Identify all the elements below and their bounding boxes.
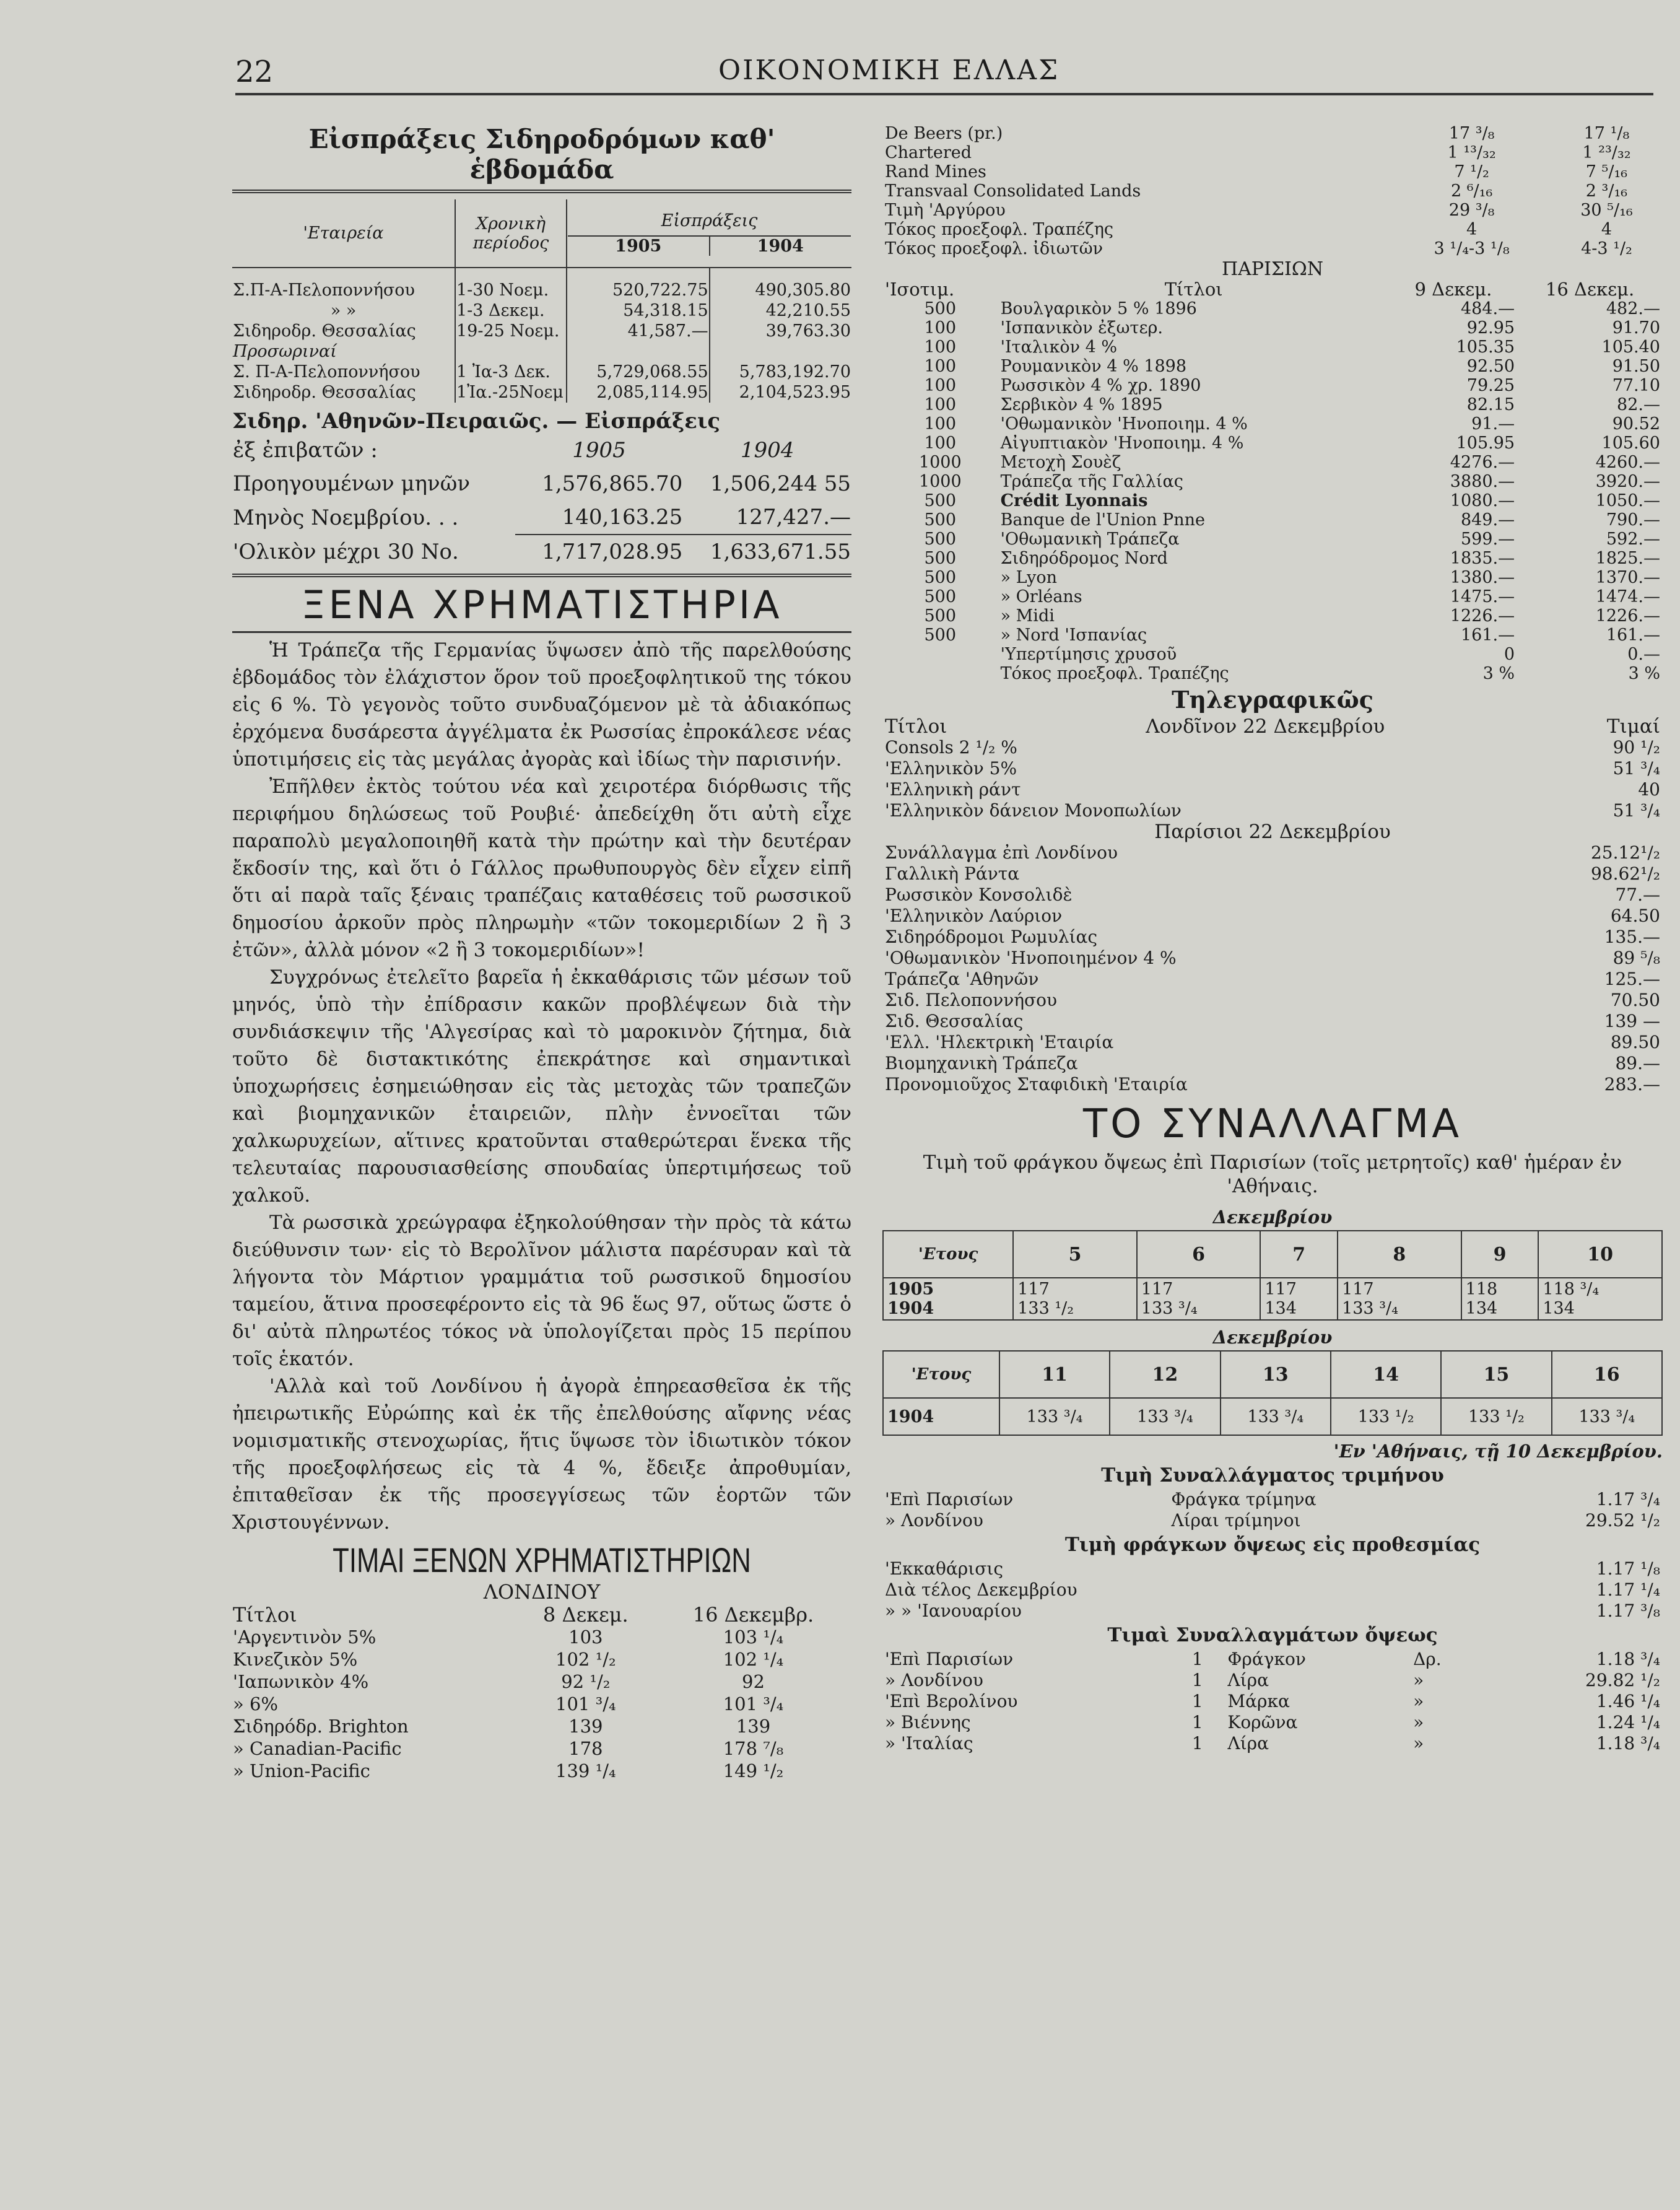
table-row: » Βιέννης 1 Κορῶνα » 1.24 ¹/₄ [885, 1712, 1660, 1732]
table-row: 500 Crédit Lyonnais 1080.— 1050.— [924, 491, 1660, 510]
table-row: Rand Mines 7 ¹/₂ 7 ⁵/₁₆ [885, 162, 1628, 181]
table-row: Σιδηρόδρ. Brighton 139 139 [233, 1716, 771, 1737]
three-month-table [882, 1489, 1663, 1531]
table-row: Σ.Π-Α-Πελοποννήσου 1-30 Νοεμ. 520,722.75 490,305.80 [233, 281, 851, 300]
exchange-table-2: 'Ετους 11 12 13 14 15 16 1904 133 ³/₄ 133 ³/₄ 133 ³/₄ 133 ¹/₂ 133 ¹/₂ 133 ³/₄ [882, 1350, 1663, 1436]
table-row: 'Ολικὸν μέχρι 30 Νο. 1,717,028.95 1,633,671.55 [233, 539, 851, 564]
table-row: 500 » Orléans 1475.— 1474.— [924, 587, 1660, 606]
term-table [882, 1558, 1663, 1622]
foreign-prices-title: ΤΙΜΑΙ ΞΕΝΩΝ ΧΡΗΜΑΤΙΣΤΗΡΙΩΝ [333, 1540, 751, 1579]
table-row: » Canadian-Pacific 178 178 ⁷/₈ [233, 1738, 784, 1759]
left-column [232, 124, 851, 1782]
table-row: 100 Σερβικὸν 4 % 1895 82.15 82.— [924, 395, 1660, 414]
table-row: Σιδηρόδρομοι Ρωμυλίας 135.— [885, 927, 1660, 947]
table-row: Κινεζικὸν 5% 102 ¹/₂ 102 ¹/₄ [233, 1649, 784, 1670]
table-row: De Beers (pr.) 17 ³/₈ 17 ¹/₈ [885, 124, 1630, 143]
rail-receipts-table [232, 199, 851, 403]
article-paragraph: Ἐπῆλθεν ἐκτὸς τούτου νέα καὶ χειροτέρα διόρθωσις τῆς περιφήμου δηλώσεως τοῦ Ρουβιέ· ἀπεδείχθη ὅτι αὐτὴ εἶχε παραπολὺ μεγαλοποιηθῆ κατὰ τὴν πρώτην καὶ τὴν δευτέραν ἔκδοσίν της, καὶ ὅτι ὁ Γάλλος πρωθυπουργὸς δὲν εἶχεν εἰπῆ ὅτι αἱ παρὰ ταῖς ξέναις τραπέζαις καταθέσεις τοῦ ρωσσικοῦ δημοσίου ἀρκοῦν πρὸς πληρωμὴν «τῶν τοκομεριδίων 2 ἢ 3 ἐτῶν», ἀλλὰ μόνον «2 ἢ 3 τοκομεριδίων»! [232, 775, 851, 961]
table-row: 500 » Midi 1226.— 1226.— [924, 606, 1660, 626]
article-paragraph: 'Αλλὰ καὶ τοῦ Λονδίνου ἡ ἀγορὰ ἐπηρεασθεῖσα ἐκ τῆς ἠπειρωτικῆς Εὐρώπης καὶ ἐκ τῆς ἐπελθούσης αἴφνης νέας νομισματικῆς στενοχωρίας, ἥτις ὕψωσε τὸν ἰδιωτικὸν τόκον τῆς προεξοφλήσεως εἰς τὰ 4 %, ἔδειξε ἀπροθυμίαν, ἐπιταθεῖσαν ἐκ τῆς προσεγγίσεως τῶν ἑορτῶν τῶν Χριστουγέννων. [232, 1375, 851, 1534]
table-row: Προηγουμένων μηνῶν 1,576,865.70 1,506,244 55 [233, 471, 851, 496]
table-row: Τόκος προεξοφλ. ἰδιωτῶν 3 ¹/₄-3 ¹/₈ 4-3 ¹/₂ [885, 239, 1632, 258]
table-row: Γαλλικὴ Ράντα 98.62¹/₂ [885, 863, 1660, 884]
page-number: 22 [235, 55, 274, 89]
table-row: Συνάλλαγμα ἐπὶ Λονδίνου 25.12¹/₂ [885, 842, 1660, 863]
table-row: » Λονδίνου 1 Λίρα » 29.82 ¹/₂ [885, 1670, 1660, 1690]
table-row: 'Ελληνικὸν Λαύριον 64.50 [885, 906, 1660, 926]
table-row: 100 'Ιταλικὸν 4 % 105.35 105.40 [924, 338, 1660, 357]
table-row: Transvaal Consolidated Lands 2 ⁶/₁₆ 2 ³/₁₆ [885, 181, 1628, 201]
table-row: 'Ιαπωνικὸν 4% 92 ¹/₂ 92 [233, 1671, 765, 1692]
right-column [882, 124, 1663, 1754]
three-month-title: Τιμὴ Συναλλάγματος τριμήνου [1101, 1464, 1444, 1487]
athens-piraeus-table: ἐξ ἐπιβατῶν : 1905 1904 Προηγουμένων μηνῶν 1,576,865.70 1,506,244 55 Μηνὸς Νοεμβρίου. . . 140,163.25 127,427.— 'Ολικὸν μέχρι 30 Νο. 1,717,028.95 1,633,671.55 [232, 434, 851, 569]
year-1905: 1905 [568, 237, 710, 256]
london-subtitle: ΛΟΝΔΙΝΟΥ [483, 1580, 601, 1604]
table-row: » 'Ιταλίας 1 Λίρα » 1.18 ³/₄ [885, 1733, 1660, 1754]
year-1904: 1904 [757, 236, 804, 256]
col-receipts: Εἰσπράξεις [661, 211, 758, 230]
paris-title: ΠΑΡΙΣΙΩΝ [1221, 258, 1324, 280]
divider [232, 190, 851, 193]
table-row: 100 'Ισπανικὸν ἐξωτερ. 92.95 91.70 [924, 318, 1660, 338]
table-row: Τράπεζα 'Αθηνῶν 125.— [885, 969, 1660, 989]
table-row: Βιομηχανικὴ Τράπεζα 89.— [885, 1053, 1660, 1073]
exchange-title: ΤΟ ΣΥΝΑΛΛΑΓΜΑ [1083, 1101, 1462, 1147]
table-row: 500 Σιδηρόδρομος Nord 1835.— 1825.— [924, 549, 1660, 568]
table-row: 'Υπερτίμησις χρυσοῦ 0 0.— [1000, 645, 1660, 664]
table-row: 'Εκκαθάρισις 1.17 ¹/₈ [885, 1558, 1660, 1579]
table-row: Σ. Π-Α-Πελοποννήσου 1 Ἰα-3 Δεκ. 5,729,068.55 5,783,192.70 [233, 362, 851, 382]
table-row: 'Αργεντινὸν 5% 103 103 ¹/₄ [233, 1627, 784, 1648]
sight-table [882, 1649, 1663, 1754]
term-title: Τιμὴ φράγκων ὄψεως εἰς προθεσμίας [1064, 1534, 1481, 1556]
table-row: 'Ελλ. 'Ηλεκτρικὴ 'Εταιρία 89.50 [885, 1032, 1660, 1052]
table-row: 1905 1904 117 133 ¹/₂ 117 133 ³/₄ 117 134 117 133 ³/₄ 118 134 118 ³/₄ 134 [883, 1278, 1662, 1320]
table-row: 500 Βουλγαρικὸν 5 % 1896 484.— 482.— [924, 299, 1660, 318]
table-row: 'Επὶ Βερολίνου 1 Μάρκα » 1.46 ¹/₄ [885, 1691, 1660, 1711]
table-row: Τόκος προεξοφλ. Τραπέζης 4 4 [885, 220, 1613, 239]
exchange-month: Δεκεμβρίου [1212, 1207, 1333, 1228]
athens-piraeus-title: Σιδηρ. 'Αθηνῶν-Πειραιῶς. — Εἰσπράξεις [232, 409, 721, 434]
london-prices-table: Τίτλοι 8 Δεκεμ. 16 Δεκεμβρ. 'Αργεντινὸν 5% 103 103 ¹/₄ Κινεζικὸν 5% 102 ¹/₂ 102 ¹/₄ 'Ιαπωνικὸν 4% 92 ¹/₂ 92 » 6% 101 ³/₄ 101 ³/₄ Σιδηρόδρ. Brighton 139 139 » Canadian-Pacific 178 178 ⁷/₈ » Union-Pacific 139 ¹/₄ 149 ¹/₂ [232, 1604, 851, 1782]
table-row: 1904 133 ³/₄ 133 ³/₄ 133 ³/₄ 133 ¹/₂ 133 ¹/₂ 133 ³/₄ [883, 1398, 1662, 1435]
table-row: 'Ελληνικὸν 5% 51 ³/₄ [885, 758, 1660, 779]
table-row: 100 Ρωσσικὸν 4 % χρ. 1890 79.25 77.10 [924, 376, 1660, 395]
table-row: Τόκος προεξοφλ. Τραπέζης 3 % 3 % [1000, 664, 1660, 683]
article-paragraph: Ἡ Τράπεζα τῆς Γερμανίας ὕψωσεν ἀπὸ τῆς παρελθούσης ἑβδομάδος τὸν ἐλάχιστον ὅρον τοῦ προεξοφλητικοῦ της τόκου εἰς 6 %. Τὸ γεγονὸς τοῦτο συνδυαζόμενον μὲ τὰ ἀδιακόπως ἐρχόμενα δυσάρεστα ἀγγέλματα ἐκ Ρωσσίας ἐπροκάλεσε νέας ὑποτιμήσεις εἰς τὰς μεγάλας ἀγορὰς καὶ ἰδίως τὴν παρισινήν. [232, 639, 851, 771]
table-row: » » 'Ιανουαρίου 1.17 ³/₈ [885, 1601, 1660, 1621]
telegraph-paris-head: Παρίσιοι 22 Δεκεμβρίου [1154, 821, 1391, 843]
col-period: Χρονικὴ περίοδος [455, 199, 567, 268]
table-row: » » 1-3 Δεκεμ. 54,318.15 42,210.55 [232, 300, 851, 321]
table-row: Σιδηροδρ. Θεσσαλίας 1Ἰα.-25Νοεμ 2,085,114.95 2,104,523.95 [233, 383, 851, 402]
table-row: » Λονδίνου Λίραι τρίμηνοι 29.52 ¹/₂ [885, 1510, 1660, 1531]
foreign-exchanges-title: ΞΕΝΑ ΧΡΗΜΑΤΙΣΤΗΡΙΑ [301, 582, 783, 627]
table-row: » Union-Pacific 139 ¹/₄ 149 ¹/₂ [233, 1760, 784, 1781]
header-rule [235, 93, 1653, 95]
telegraph-london-table: Τίτλοι Λονδῖνον 22 Δεκεμβρίου Τιμαί Consols 2 ¹/₂ % 90 ¹/₂ 'Ελληνικὸν 5% 51 ³/₄ 'Ελληνικὴ ράντ 40 'Ελληνικὸν δάνειον Μονοπωλίων 51 ³/₄ Παρίσιοι 22 Δεκεμβρίου Συνάλλαγμα ἐπὶ Λονδίνου 25.12¹/₂ Γαλλικὴ Ράντα 98.62¹/₂ Ρωσσικὸν Κονσολιδὲ 77.— 'Ελληνικὸν Λαύριον 64.50 Σιδηρόδρομοι Ρωμυλίας 135.— 'Οθωμανικὸν 'Ηνοποιημένον 4 % 89 ⁵/₈ Τράπεζα 'Αθηνῶν 125.— Σιδ. Πελοποννήσου 70.50 Σιδ. Θεσσαλίας 139 — 'Ελλ. 'Ηλεκτρικὴ 'Εταιρία 89.50 Βιομηχανικὴ Τράπεζα 89.— Προνομιοῦχος Σταφιδικὴ 'Εταιρία 283.— [882, 716, 1663, 1095]
table-row: Σιδ. Πελοποννήσου 70.50 [885, 990, 1660, 1010]
table-row: Σιδηροδρ. Θεσσαλίας 19-25 Νοεμ. 41,587.— 39,763.30 [233, 321, 851, 341]
article-paragraph: Τὰ ρωσσικὰ χρεώγραφα ἐξηκολούθησαν τὴν πρὸς τὰ κάτω διεύθυνσιν των· εἰς τὸ Βερολῖνον μάλιστα παρέσυραν καὶ τὰ λήγοντα τὸν Μάρτιον γραμμάτια τοῦ ρωσσικοῦ δημοσίου ταμείου, ἅτινα προσεφέροντο εἰς τὰ 96 ἕως 97, οὕτως ὥστε ὁ δι' αὐτὰ πληρωτέος τόκος νὰ ὑπολογίζεται πρὸς 15 περίπου τοῖς ἑκατόν. [232, 1212, 851, 1370]
paris-prices-table: 'Ισοτιμ. Τίτλοι 9 Δεκεμ. 16 Δεκεμ. 500 Βουλγαρικὸν 5 % 1896 484.— 482.— 100 'Ισπανικὸν ἐξωτερ. 92.95 91.70 100 'Ιταλικὸν 4 % 105.35 105.40 100 Ρουμανικὸν 4 % 1898 92.50 91.50 100 Ρωσσικὸν 4 % χρ. 1890 79.25 77.10 100 Σερβικὸν 4 % 1895 82.15 82.— 100 'Οθωμανικὸν 'Ηνοποιημ. 4 % 91.— 90.52 100 Αἰγυπτιακὸν 'Ηνοποιημ. 4 % 105.95 105.60 1000 Μετοχὴ Σουὲζ 4276.— 4260.— 1000 Τράπεζα τῆς Γαλλίας 3880.— 3920.— 500 Crédit Lyonnais 1080.— 1050.— 500 Banque de l'Union Pnne 849.— 790.— 500 'Οθωμανικὴ Τράπεζα 599.— 592.— 500 Σιδηρόδρομος Nord 1835.— 1825.— 500 » Lyon 1380.— 1370.— 500 » Orléans 1475.— 1474.— 500 » Midi 1226.— 1226.— 500 » Nord 'Ισπανίας 161.— 161.— 'Υπερτίμησις χρυσοῦ 0 0.— Τόκος προεξοφλ. Τραπέζης 3 % 3 % [882, 280, 1663, 683]
table-row: 100 'Οθωμανικὸν 'Ηνοποιημ. 4 % 91.— 90.52 [924, 414, 1660, 434]
telegraph-title: Τηλεγραφικῶς [1172, 686, 1373, 714]
table-row: 500 'Οθωμανικὴ Τράπεζα 599.— 592.— [924, 530, 1660, 549]
table-row: 'Ελληνικὸν δάνειον Μονοπωλίων 51 ³/₄ [885, 800, 1660, 821]
table-row: 1000 Μετοχὴ Σουὲζ 4276.— 4260.— [918, 453, 1660, 472]
table-row: 1000 Τράπεζα τῆς Γαλλίας 3880.— 3920.— [918, 472, 1660, 491]
table-row: 500 » Lyon 1380.— 1370.— [924, 568, 1660, 587]
table-row: Προσωριναί [232, 341, 851, 362]
publication-title: ΟΙΚΟΝΟΜΙΚΗ ΕΛΛΑΣ [718, 55, 1060, 86]
table-row: 500 Banque de l'Union Pnne 849.— 790.— [924, 510, 1660, 530]
table-row: Μηνὸς Νοεμβρίου. . . 140,163.25 127,427.— [232, 500, 851, 535]
table-row: 500 » Nord 'Ισπανίας 161.— 161.— [924, 626, 1660, 645]
table-row: Διὰ τέλος Δεκεμβρίου 1.17 ¹/₄ [885, 1579, 1660, 1600]
exchange-subtitle: Τιμὴ τοῦ φράγκου ὄψεως ἐπὶ Παρισίων (τοῖς μετρητοῖς) καθ' ἡμέραν ἐν 'Αθήναις. [923, 1151, 1622, 1197]
athens-date: 'Εν 'Αθήναις, τῇ 10 Δεκεμβρίου. [1333, 1441, 1663, 1462]
table-row: 100 Ρουμανικὸν 4 % 1898 92.50 91.50 [924, 357, 1660, 376]
table-row: 100 Αἰγυπτιακὸν 'Ηνοποιημ. 4 % 105.95 105.60 [924, 434, 1660, 453]
table-row: Τιμὴ 'Αργύρου 29 ³/₈ 30 ⁵/₁₆ [885, 201, 1633, 220]
exchange-table-1: 'Ετους 5 6 7 8 9 10 1905 1904 117 133 ¹/₂ 117 133 ³/₄ 117 134 117 133 ³/₄ 118 134 118 ³/₄ 134 [882, 1230, 1663, 1321]
table-row: 'Επὶ Παρισίων 1 Φράγκον Δρ. 1.18 ³/₄ [885, 1649, 1660, 1669]
table-row: 'Ελληνικὴ ράντ 40 [885, 779, 1660, 800]
col-company: 'Εταιρεία [232, 199, 455, 268]
table-row: Ρωσσικὸν Κονσολιδὲ 77.— [885, 884, 1660, 905]
table-row: » 6% 101 ³/₄ 101 ³/₄ [233, 1693, 784, 1714]
article-paragraph: Συγχρόνως ἐτελεῖτο βαρεῖα ἡ ἐκκαθάρισις τῶν μέσων τοῦ μηνός, ὑπὸ τὴν ἐπίδρασιν κακῶν προβλέψεων διὰ τὴν συνδιάσκεψιν τῆς 'Αλγεσίρας καὶ τὸ μαροκινὸν ζήτημα, διὰ τοῦτο δὲ διστακτικότης ἐπεκράτησε καὶ σημαντικαὶ ὑποχωρήσεις ἐσημειώθησαν εἰς τὰς μετοχὰς τῶν τραπεζῶν καὶ βιομηχανικῶν ἑταιρειῶν, πλὴν ἐννοεῖται τῶν χαλκωρυχείων, αἵτινες κρατοῦνται σταθερώτεραι ἕνεκα τῆς τελευταίας παρουσιασθείσης σπουδαίας ὑπερτιμήσεως τοῦ χαλκοῦ. [232, 966, 851, 1207]
exchange-month-2: Δεκεμβρίου [1212, 1327, 1333, 1348]
rail-receipts-title: Εἰσπράξεις Σιδηροδρόμων καθ' ἑβδομάδα [308, 124, 775, 185]
table-row: 'Οθωμανικὸν 'Ηνοποιημένον 4 % 89 ⁵/₈ [885, 948, 1660, 968]
sight-title: Τιμαὶ Συναλλαγμάτων ὄψεως [1107, 1624, 1438, 1646]
table-row: 'Επὶ Παρισίων Φράγκα τρίμηνα 1.17 ³/₄ [885, 1489, 1660, 1509]
table-row: Προνομιοῦχος Σταφιδικὴ 'Εταιρία 283.— [885, 1074, 1660, 1094]
table-row: Chartered 1 ¹³/₃₂ 1 ²³/₃₂ [885, 143, 1631, 162]
table-row: Consols 2 ¹/₂ % 90 ¹/₂ [885, 737, 1660, 758]
london-prices-continued [882, 124, 1663, 258]
table-row: Σιδ. Θεσσαλίας 139 — [885, 1011, 1660, 1031]
